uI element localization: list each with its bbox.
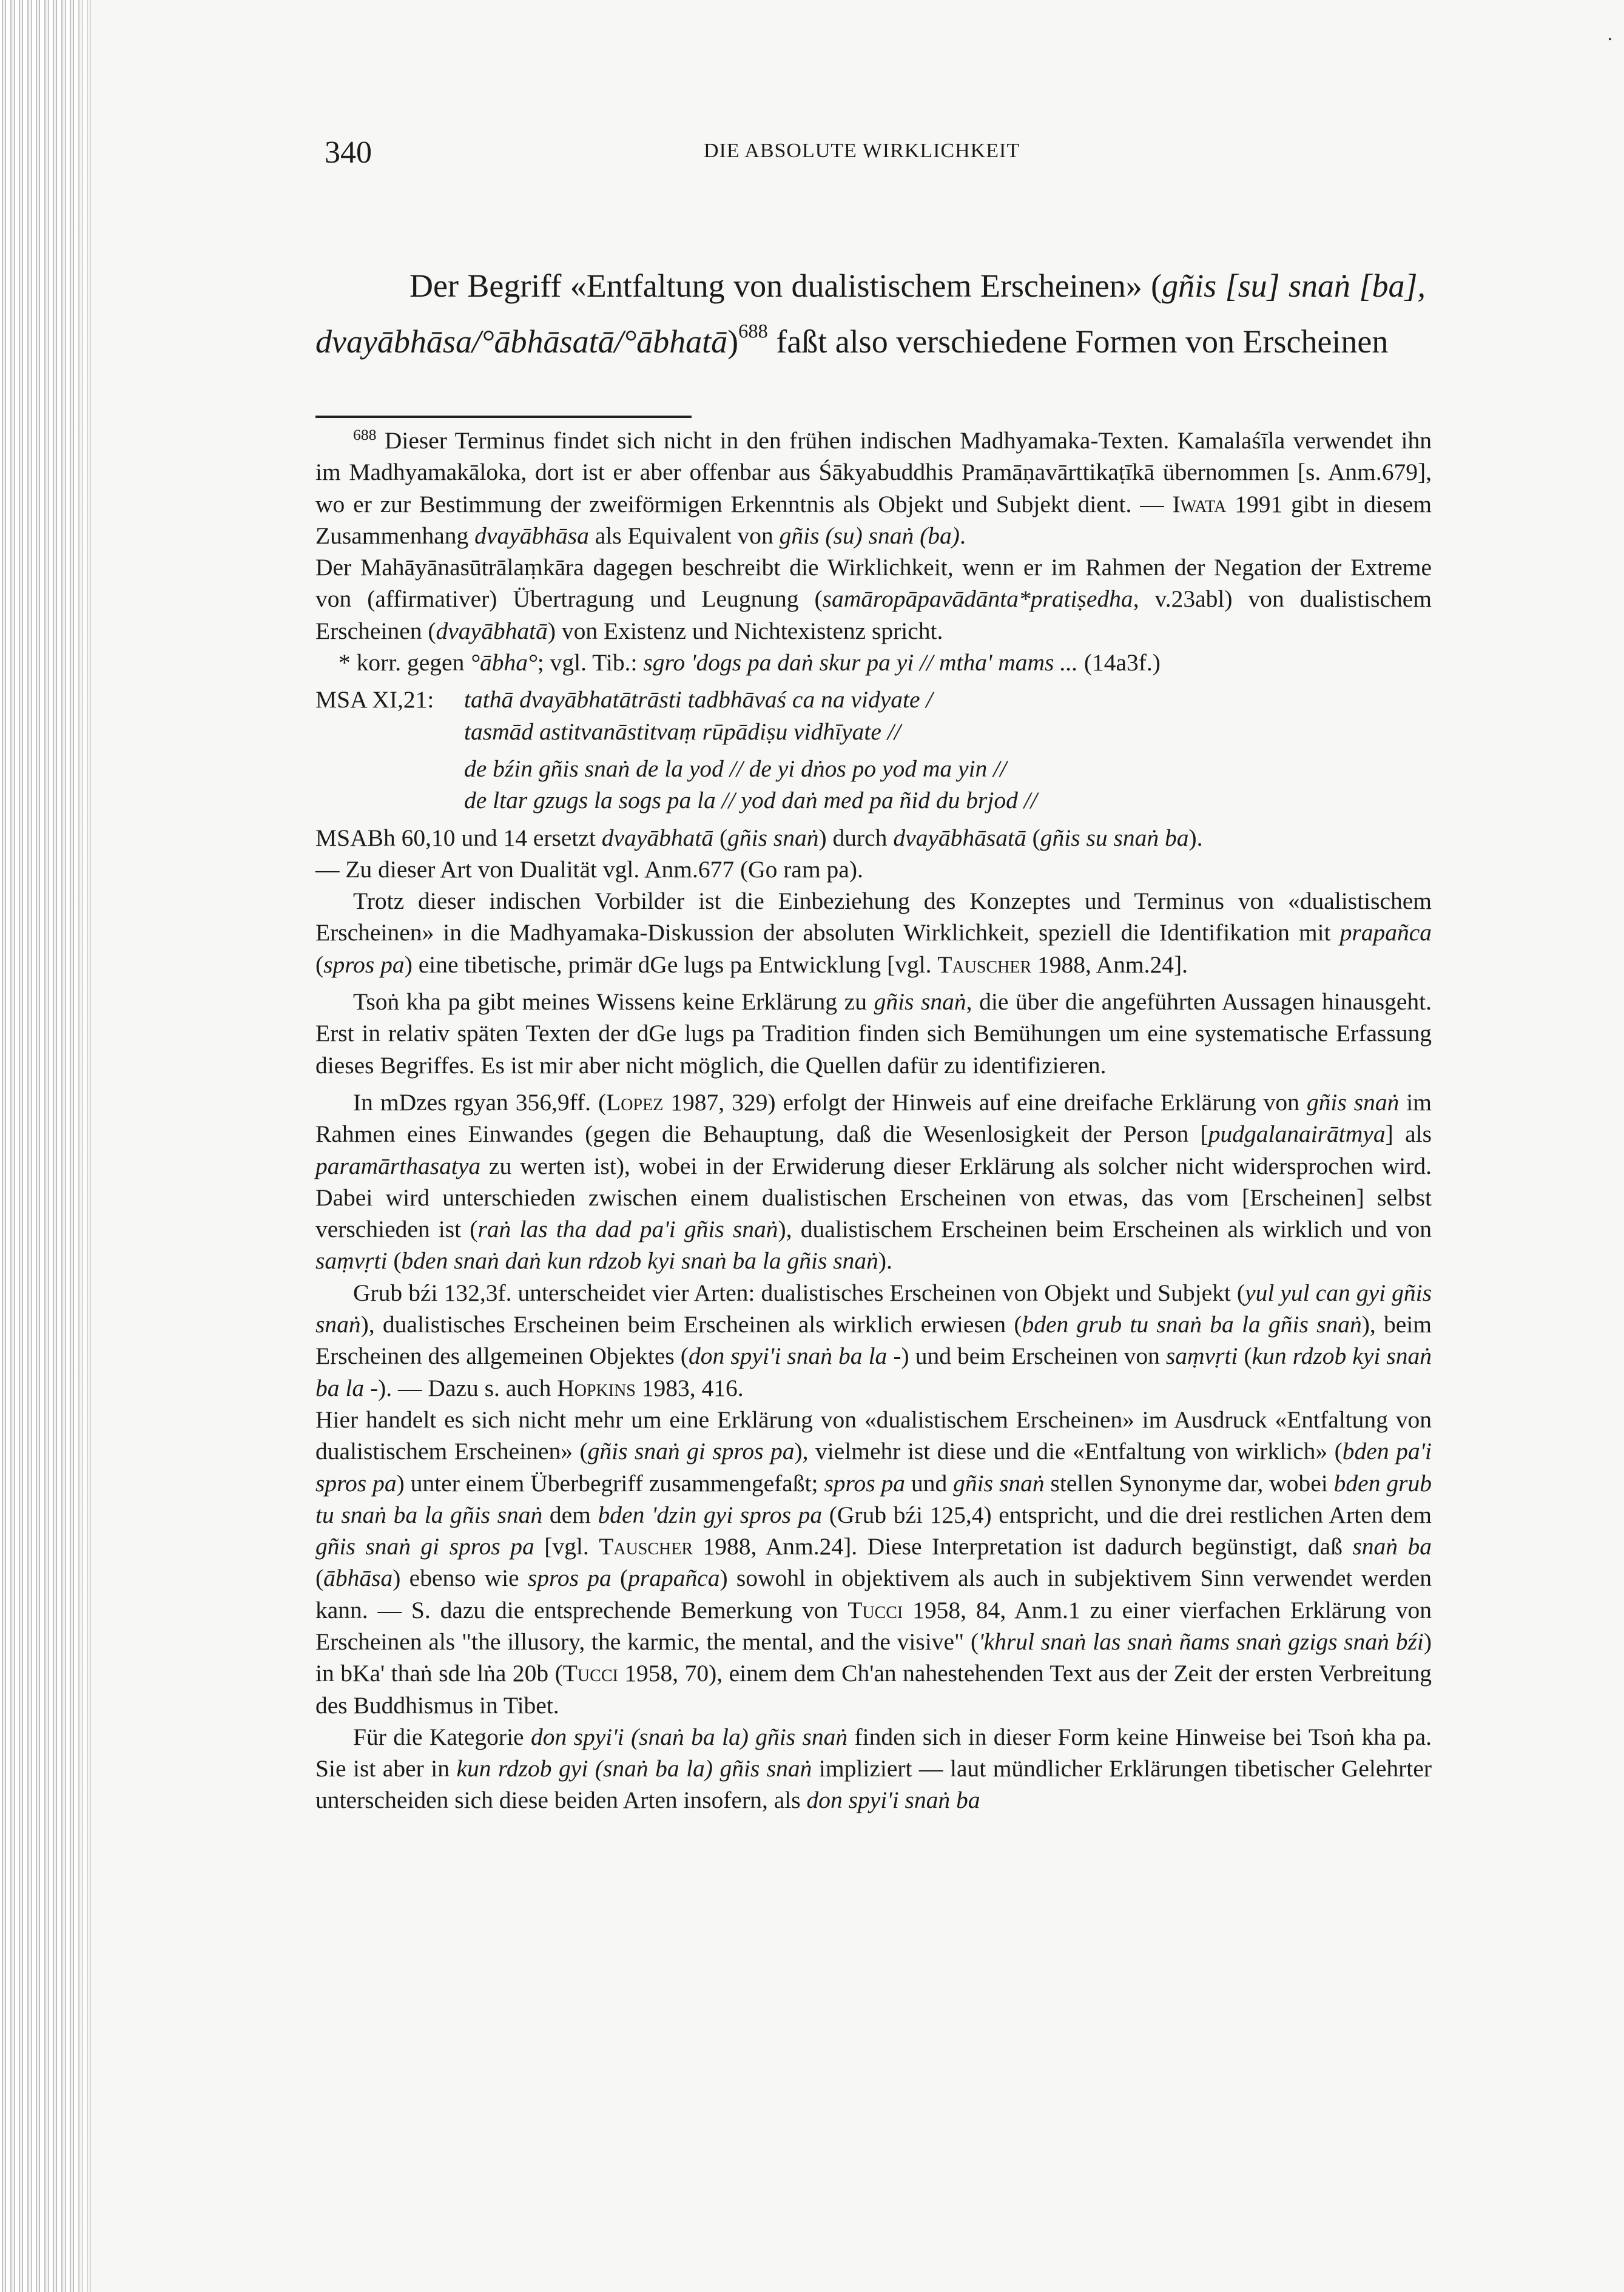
footnote-text: ) in bKa' thaṅ sde lṅa 20b (	[315, 1628, 1432, 1687]
correction-note	[315, 647, 1432, 678]
body-text-run: Der Begriff «Entfaltung von dualistischem Erscheinen» (	[409, 268, 1162, 304]
italic-term: spros pa	[824, 1469, 906, 1497]
footnote-text: ; vgl. Tib.:	[537, 649, 644, 676]
footnote-text: stellen Synonyme dar, wobei	[1044, 1469, 1334, 1497]
footnote-text: -). — Dazu s. auch	[364, 1374, 558, 1401]
footnote-paragraph: — Zu dieser Art von Dualität vgl. Anm.677 (Go ram pa).	[315, 855, 863, 883]
footnote-text: ), beim Erscheinen des allgemeinen Objektes (	[315, 1311, 1432, 1370]
footnote-text: 1958, 84, Anm.1 zu einer vierfachen Erklärung von Erscheinen als "the illusory, the karmic, the mental, and the visive" (	[315, 1596, 1432, 1655]
body-text-run: )	[727, 323, 739, 360]
footnote-text: ), vielmehr ist diese und die «Entfaltung von wirklich» (	[794, 1438, 1343, 1465]
footnote-text: MSABh 60,10 und 14 ersetzt	[315, 824, 602, 851]
footnote-text: (	[611, 1565, 628, 1592]
footnote-paragraph	[315, 885, 1432, 980]
footnote-text: In mDzes rgyan 356,9ff. (	[353, 1088, 607, 1116]
italic-term: gñis snaṅ	[727, 824, 819, 851]
italic-term: don spyi'i (snaṅ ba la) gñis snaṅ	[530, 1723, 848, 1750]
author-name: Iwata	[1172, 490, 1227, 517]
footnote-paragraph	[315, 986, 1432, 1081]
italic-term: dvayābhāsa	[474, 522, 589, 549]
footnote-text: impliziert — laut mündlicher Erklärungen tibetischer Gelehrter unterscheiden sich diese beiden Arten insofern, als	[315, 1755, 1432, 1814]
italic-term: yul yul can gyi gñis snaṅ	[315, 1279, 1432, 1338]
footnote-text: Der Mahāyānasūtrālaṃkāra dagegen beschreibt die Wirklichkeit, wenn er im Rahmen der Negation der Extreme von (affirmativer) Übertragung und Leugnung (	[315, 554, 1432, 613]
footnote-text: Tsoṅ kha pa gibt meines Wissens keine Erklärung zu	[353, 988, 874, 1016]
footnote-paragraph	[315, 822, 1432, 854]
footnote-paragraph	[315, 551, 1432, 647]
footnote-paragraph	[315, 425, 1432, 551]
running-head	[704, 140, 1020, 163]
footnote-text: .	[959, 522, 966, 549]
footnote-text: ), dualistisches Erscheinen beim Erscheinen als wirklich erwiesen (	[360, 1311, 1022, 1338]
italic-term: bden grub tu snaṅ ba la gñis snaṅ	[1022, 1311, 1362, 1338]
footnote-text: 1983, 416.	[635, 1374, 744, 1401]
footnote-text: , v.23ab	[1133, 585, 1218, 613]
italic-term: don spyi'i snaṅ ba la	[688, 1343, 888, 1370]
footnote-text: ) unter einem Überbegriff zusammengefaßt;	[396, 1469, 824, 1497]
footnote-text: ] als	[1385, 1121, 1432, 1148]
italic-term: bden pa'i spros pa	[315, 1438, 1432, 1497]
author-name: Lopez	[606, 1088, 664, 1116]
italic-term: spros pa	[527, 1565, 612, 1592]
footnote-text: 1991 gibt in diesem Zusammenhang	[315, 490, 1432, 549]
footnote-text: ) von Existenz und Nichtexistenz spricht.	[547, 617, 943, 644]
footnote-text: im Rahmen eines Einwandes (gegen die Behauptung, daß die Wesenlosigkeit der Person [	[315, 1088, 1432, 1148]
footnote-text: * korr. gegen	[339, 649, 471, 676]
author-name: Hopkins	[557, 1374, 636, 1401]
verse-source-label: MSA XI,21:	[315, 686, 434, 713]
footnote-text: (	[315, 951, 324, 978]
italic-term: prapañca	[1339, 919, 1432, 946]
body-text-run: faßt also verschiedene Formen von Erscheinen	[767, 323, 1389, 360]
footnote-text: Für die Kategorie	[353, 1723, 531, 1750]
footnote-text: zu werten ist), wobei in der Erwiderung dieser Erklärung als solcher nicht widersprochen wird. Dabei wird unterschieden zwischen einem dualistischen Erscheinen von etwas, das vom [Erscheinen] selbst verschieden ist (	[315, 1152, 1432, 1243]
footnote-text: 1988, Anm.24]. Diese Interpretation ist dadurch begünstigt, daß	[693, 1533, 1353, 1560]
footnote-text: 1987, 329) erfolgt der Hinweis auf eine dreifache Erklärung von	[663, 1088, 1307, 1116]
italic-term: 'khrul snaṅ las snaṅ ñams snaṅ gzigs snaṅ bźi	[979, 1628, 1424, 1655]
footnote-text: (14a3f.)	[1077, 649, 1161, 676]
body-italic-term: gñis [su] snaṅ [ba], dvayābhāsa/°ābhāsatā/°ābhatā	[315, 268, 1426, 360]
scan-corner-mark: .	[1608, 24, 1612, 44]
verse-line: de ltar gzugs la sogs pa la // yod daṅ med pa ñid du brjod //	[464, 787, 1037, 814]
footnote-reference[interactable]: 688	[738, 320, 768, 343]
italic-term: kun rdzob kyi snaṅ ba la	[315, 1343, 1432, 1401]
italic-term: dvayābhatā	[601, 824, 714, 851]
body-paragraph	[315, 258, 1426, 369]
footnote-marker: 688	[353, 425, 377, 443]
italic-term: don spyi'i snaṅ ba	[806, 1787, 980, 1814]
footnote-text: Grub bźi 132,3f. unterscheidet vier Arten: dualistisches Erscheinen von Objekt und Subjekt (	[353, 1279, 1245, 1306]
italic-term: saṃvṛti	[315, 1247, 388, 1275]
footnote-text: als Equivalent von	[588, 522, 780, 549]
footnote-text: (	[1026, 824, 1040, 851]
footnote-text: ) durch	[818, 824, 894, 851]
footnote-paragraph	[315, 1277, 1432, 1404]
italic-term: prapañca	[628, 1565, 720, 1592]
footnote-paragraph	[315, 1087, 1432, 1277]
footnote-text: Trotz dieser indischen Vorbilder ist die Einbeziehung des Konzeptes und Terminus von «dualistischem Erscheinen» in die Madhyamaka-Diskussion der absoluten Wirklichkeit, speziell die Identifikation mit	[315, 888, 1432, 946]
author-name: Tauscher	[937, 951, 1032, 978]
footnote-688	[315, 425, 1432, 1816]
italic-term: kun rdzob gyi (snaṅ ba la) gñis snaṅ	[456, 1755, 812, 1782]
footnote-text: l	[1218, 585, 1225, 613]
footnote-text: (	[1238, 1343, 1252, 1370]
footnote-text: ).	[878, 1247, 892, 1275]
italic-term: gñis (su) snaṅ (ba)	[779, 522, 960, 549]
footnote-text: ), dualistischem Erscheinen beim Erscheinen als wirklich und von	[778, 1216, 1432, 1243]
italic-term: spros pa	[323, 951, 405, 978]
footnote-text: finden sich in dieser Form keine Hinweise bei Tsoṅ kha pa. Sie ist aber in	[315, 1723, 1432, 1782]
footnote-text: (	[387, 1247, 402, 1275]
page-number: 340	[325, 135, 372, 170]
italic-term: gñis snaṅ	[953, 1469, 1045, 1497]
footnote-text: (	[315, 1565, 324, 1592]
verse-line	[315, 684, 1432, 715]
footnote-separator	[315, 416, 692, 418]
italic-term: bden grub tu snaṅ ba la gñis snaṅ	[315, 1469, 1432, 1528]
italic-term: °ābha°	[470, 649, 537, 676]
verse-text: tathā dvayābhatātrāsti tadbhāvaś ca na vidyate /	[464, 686, 933, 713]
scan-binding-shadow	[73, 0, 109, 2292]
italic-term: raṅ las tha dad pa'i gñis snaṅ	[477, 1216, 778, 1243]
footnote-text: und	[905, 1469, 954, 1497]
italic-term: gñis su snaṅ ba	[1040, 824, 1189, 851]
italic-term: saṃvṛti	[1165, 1343, 1238, 1370]
italic-term: bden 'dzin gyi spros pa	[598, 1501, 823, 1528]
italic-term: snaṅ ba	[1352, 1533, 1432, 1560]
italic-term: gñis snaṅ	[874, 988, 966, 1016]
footnote-text: (Grub bźi 125,4) entspricht, und die drei restlichen Arten dem	[822, 1501, 1432, 1528]
footnote-text: (	[713, 824, 728, 851]
italic-term: sgro 'dogs pa daṅ skur pa yi // mtha' mams ...	[643, 649, 1078, 676]
footnote-paragraph	[315, 1721, 1432, 1816]
footnote-text: ) von dualistischem Erscheinen (	[315, 585, 1432, 644]
italic-term: gñis snaṅ gi spros pa	[587, 1438, 795, 1465]
footnote-text: ) eine tibetische, primär dGe lugs pa Entwicklung [vgl.	[404, 951, 938, 978]
footnote-text: Dieser Terminus findet sich nicht in den frühen indischen Madhyamaka-Texten. Kamalaśīla verwendet ihn im Madhyamakāloka, dort ist er aber offenbar aus Śākyabuddhis Pramāṇavārttikaṭīkā übernommen [s. Anm.679], wo er zur Bestimmung der zweiförmigen Erkenntnis als Objekt und Subjekt dient. —	[315, 427, 1432, 517]
italic-term: bden snaṅ daṅ kun rdzob kyi snaṅ ba la gñis snaṅ	[401, 1247, 878, 1275]
italic-term: dvayābhatā	[436, 617, 548, 644]
running-head-text: DIE ABSOLUTE WIRKLICHKEIT	[704, 140, 1020, 162]
footnote-text: 1988, Anm.24].	[1031, 951, 1188, 978]
footnote-text: , die über die angeführten Aussagen hinausgeht. Erst in relativ späten Texten der dGe lugs pa Tradition finden sich Bemühungen um eine systematische Erfassung dieses Begriffes. Es ist mir aber nicht möglich, die Quellen dafür zu identifizieren.	[315, 988, 1432, 1079]
author-name: Tauscher	[599, 1533, 693, 1560]
italic-term: samāropāpavādānta*pratiṣedha	[822, 585, 1133, 613]
verse-line: de bźin gñis snaṅ de la yod // de yi dṅos po yod ma yin //	[464, 755, 1007, 782]
italic-term: gñis snaṅ gi spros pa	[315, 1533, 534, 1560]
footnote-text: dem	[542, 1501, 598, 1528]
footnote-text: [vgl.	[534, 1533, 599, 1560]
footnote-text: ).	[1188, 824, 1203, 851]
author-name: Tucci	[562, 1660, 618, 1687]
italic-term: paramārthasatya	[315, 1152, 481, 1179]
footnote-text: ) ebenso wie	[393, 1565, 528, 1592]
italic-term: ābhāsa	[323, 1565, 393, 1592]
footnote-text: 1958, 70), einem dem Ch'an nahestehenden Text aus der Zeit der ersten Verbreitung des Buddhismus in Tibet.	[315, 1660, 1432, 1719]
verse-line: tasmād astitvanāstitvaṃ rūpādiṣu vidhīyate //	[464, 718, 901, 745]
footnote-paragraph	[315, 1404, 1432, 1721]
footnote-text: Hier handelt es sich nicht mehr um eine Erklärung von «dualistischem Erscheinen» im Ausdruck «Entfaltung von dualistischem Erscheinen» (	[315, 1406, 1432, 1465]
author-name: Tucci	[847, 1596, 903, 1623]
footnote-text: -) und beim Erscheinen von	[887, 1343, 1166, 1370]
italic-term: pudgalanairātmya	[1208, 1121, 1386, 1148]
footnote-text: ) sowohl in objektivem als auch in subjektivem Sinn verwendet werden kann. — S. dazu die entsprechende Bemerkung von	[315, 1565, 1432, 1623]
italic-term: dvayābhāsatā	[893, 824, 1026, 851]
italic-term: gñis snaṅ	[1306, 1088, 1400, 1116]
